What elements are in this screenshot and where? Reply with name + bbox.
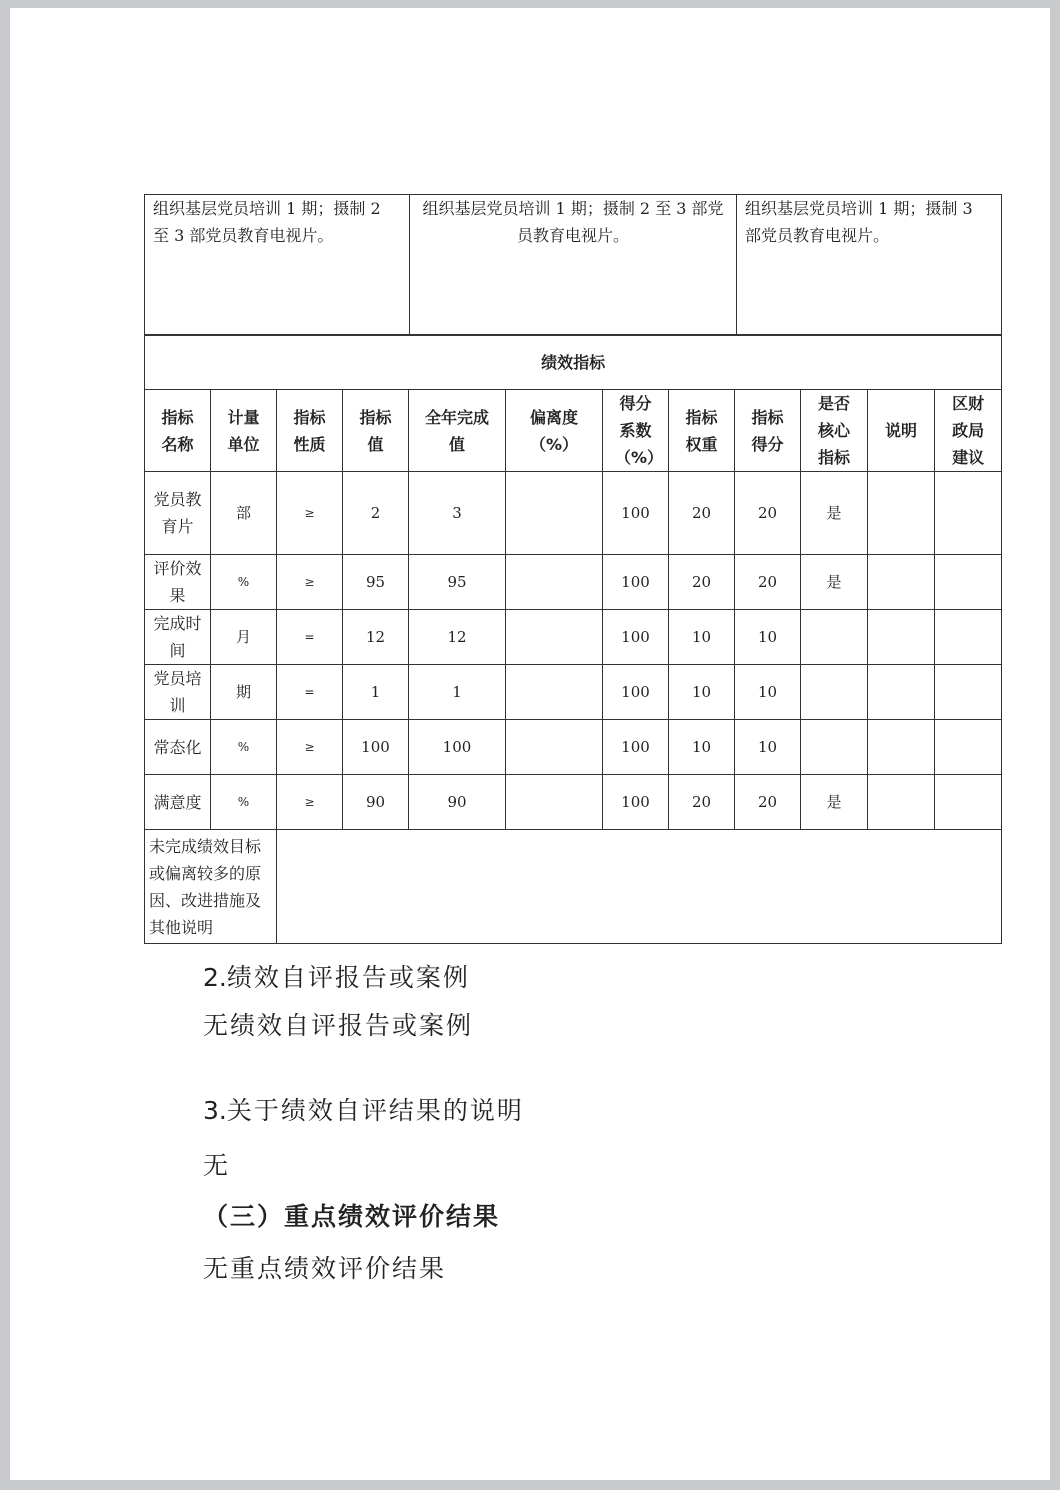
table-row	[145, 610, 1002, 665]
footer-value	[277, 830, 1002, 944]
table-cell: 2	[343, 472, 409, 555]
column-header: 指标得分	[735, 390, 801, 472]
table-cell: 20	[669, 472, 735, 555]
section-3-title: 关于绩效自评结果的说明	[226, 1096, 524, 1125]
table-cell	[506, 665, 603, 720]
column-header: 指标名称	[145, 390, 211, 472]
table-cell: 10	[735, 610, 801, 665]
table-cell: %	[211, 555, 277, 610]
table-cell: 100	[603, 555, 669, 610]
table-cell	[868, 775, 935, 830]
table-cell	[935, 610, 1002, 665]
table-cell	[935, 555, 1002, 610]
table-cell	[868, 555, 935, 610]
table-cell	[506, 775, 603, 830]
table-cell: 月	[211, 610, 277, 665]
section-3-heading	[203, 1091, 524, 1127]
table-cell	[801, 720, 868, 775]
column-header: 得分系数（%）	[603, 390, 669, 472]
section-3-number: 3.	[203, 1096, 227, 1125]
footer-row	[145, 830, 1002, 944]
column-header: 指标值	[343, 390, 409, 472]
target-cell-3: 组织基层党员培训 1 期；摄制 3 部党员教育电视片。	[737, 195, 1002, 336]
table-cell: 100	[603, 472, 669, 555]
table-cell	[506, 720, 603, 775]
table-cell	[868, 720, 935, 775]
table-cell	[868, 610, 935, 665]
target-description-row	[145, 195, 1002, 336]
table-cell	[935, 472, 1002, 555]
column-header: 全年完成值	[409, 390, 506, 472]
column-header: 计量单位	[211, 390, 277, 472]
table-cell: 20	[669, 775, 735, 830]
table-cell: 1	[409, 665, 506, 720]
table-row	[145, 472, 1002, 555]
table-cell: 20	[735, 775, 801, 830]
table-cell: 100	[603, 665, 669, 720]
section-2-number: 2.	[203, 963, 227, 992]
table-cell	[801, 665, 868, 720]
column-header: 指标性质	[277, 390, 343, 472]
table-cell: 10	[735, 720, 801, 775]
table-cell	[506, 555, 603, 610]
table-row	[145, 720, 1002, 775]
table-cell	[935, 665, 1002, 720]
target-cell-2: 组织基层党员培训 1 期；摄制 2 至 3 部党员教育电视片。	[410, 195, 737, 336]
table-cell	[801, 610, 868, 665]
table-cell	[506, 610, 603, 665]
table-cell: 1	[343, 665, 409, 720]
footer-label: 未完成绩效目标或偏离较多的原因、改进措施及其他说明	[145, 830, 277, 944]
document-page	[10, 8, 1050, 1480]
table-cell: 100	[603, 720, 669, 775]
column-header: 指标权重	[669, 390, 735, 472]
table-cell: 100	[603, 775, 669, 830]
table-cell: =	[277, 665, 343, 720]
indicator-name-cell: 评价效果	[145, 555, 211, 610]
table-cell: 期	[211, 665, 277, 720]
table-cell: 是	[801, 555, 868, 610]
column-header: 区财政局建议	[935, 390, 1002, 472]
table-row	[145, 775, 1002, 830]
table-cell: 100	[409, 720, 506, 775]
table-cell	[868, 665, 935, 720]
table-cell: ≥	[277, 775, 343, 830]
indicator-name-cell: 完成时间	[145, 610, 211, 665]
table-cell: 90	[343, 775, 409, 830]
table-cell: 10	[669, 665, 735, 720]
table-cell: 95	[409, 555, 506, 610]
table-cell: 部	[211, 472, 277, 555]
table-cell: %	[211, 775, 277, 830]
table-row	[145, 665, 1002, 720]
table-cell	[506, 472, 603, 555]
table-cell	[935, 775, 1002, 830]
target-description-table	[144, 194, 1002, 336]
table-cell: 是	[801, 472, 868, 555]
table-cell: 12	[409, 610, 506, 665]
section-4-body: 无重点绩效评价结果	[203, 1254, 447, 1283]
table-cell	[935, 720, 1002, 775]
section-title: 绩效指标	[145, 335, 1002, 390]
table-row	[145, 555, 1002, 610]
table-cell: 10	[735, 665, 801, 720]
table-cell: ≥	[277, 720, 343, 775]
table-cell: ≥	[277, 555, 343, 610]
table-cell: 10	[669, 720, 735, 775]
table-cell: =	[277, 610, 343, 665]
table-cell: 3	[409, 472, 506, 555]
indicator-name-cell: 常态化	[145, 720, 211, 775]
table-header-row	[145, 390, 1002, 472]
section-2-heading	[203, 958, 470, 994]
section-2-title: 绩效自评报告或案例	[226, 963, 470, 992]
indicator-name-cell: 党员教育片	[145, 472, 211, 555]
section-3-body: 无	[203, 1151, 231, 1180]
table-cell: 90	[409, 775, 506, 830]
section-4-heading: （三）重点绩效评价结果	[203, 1202, 501, 1231]
table-cell: 12	[343, 610, 409, 665]
table-cell: 20	[669, 555, 735, 610]
table-cell: 20	[735, 555, 801, 610]
column-header: 说明	[868, 390, 935, 472]
target-cell-1: 组织基层党员培训 1 期；摄制 2 至 3 部党员教育电视片。	[145, 195, 410, 336]
performance-indicator-table	[144, 334, 1002, 944]
table-cell: 10	[669, 610, 735, 665]
indicator-name-cell: 满意度	[145, 775, 211, 830]
column-header: 偏离度（%）	[506, 390, 603, 472]
table-cell: 20	[735, 472, 801, 555]
table-cell: 是	[801, 775, 868, 830]
table-cell: %	[211, 720, 277, 775]
indicator-name-cell: 党员培训	[145, 665, 211, 720]
table-cell	[868, 472, 935, 555]
section-2-body: 无绩效自评报告或案例	[203, 1011, 474, 1040]
column-header: 是否核心指标	[801, 390, 868, 472]
table-cell: 95	[343, 555, 409, 610]
table-cell: 100	[343, 720, 409, 775]
table-cell: 100	[603, 610, 669, 665]
table-cell: ≥	[277, 472, 343, 555]
